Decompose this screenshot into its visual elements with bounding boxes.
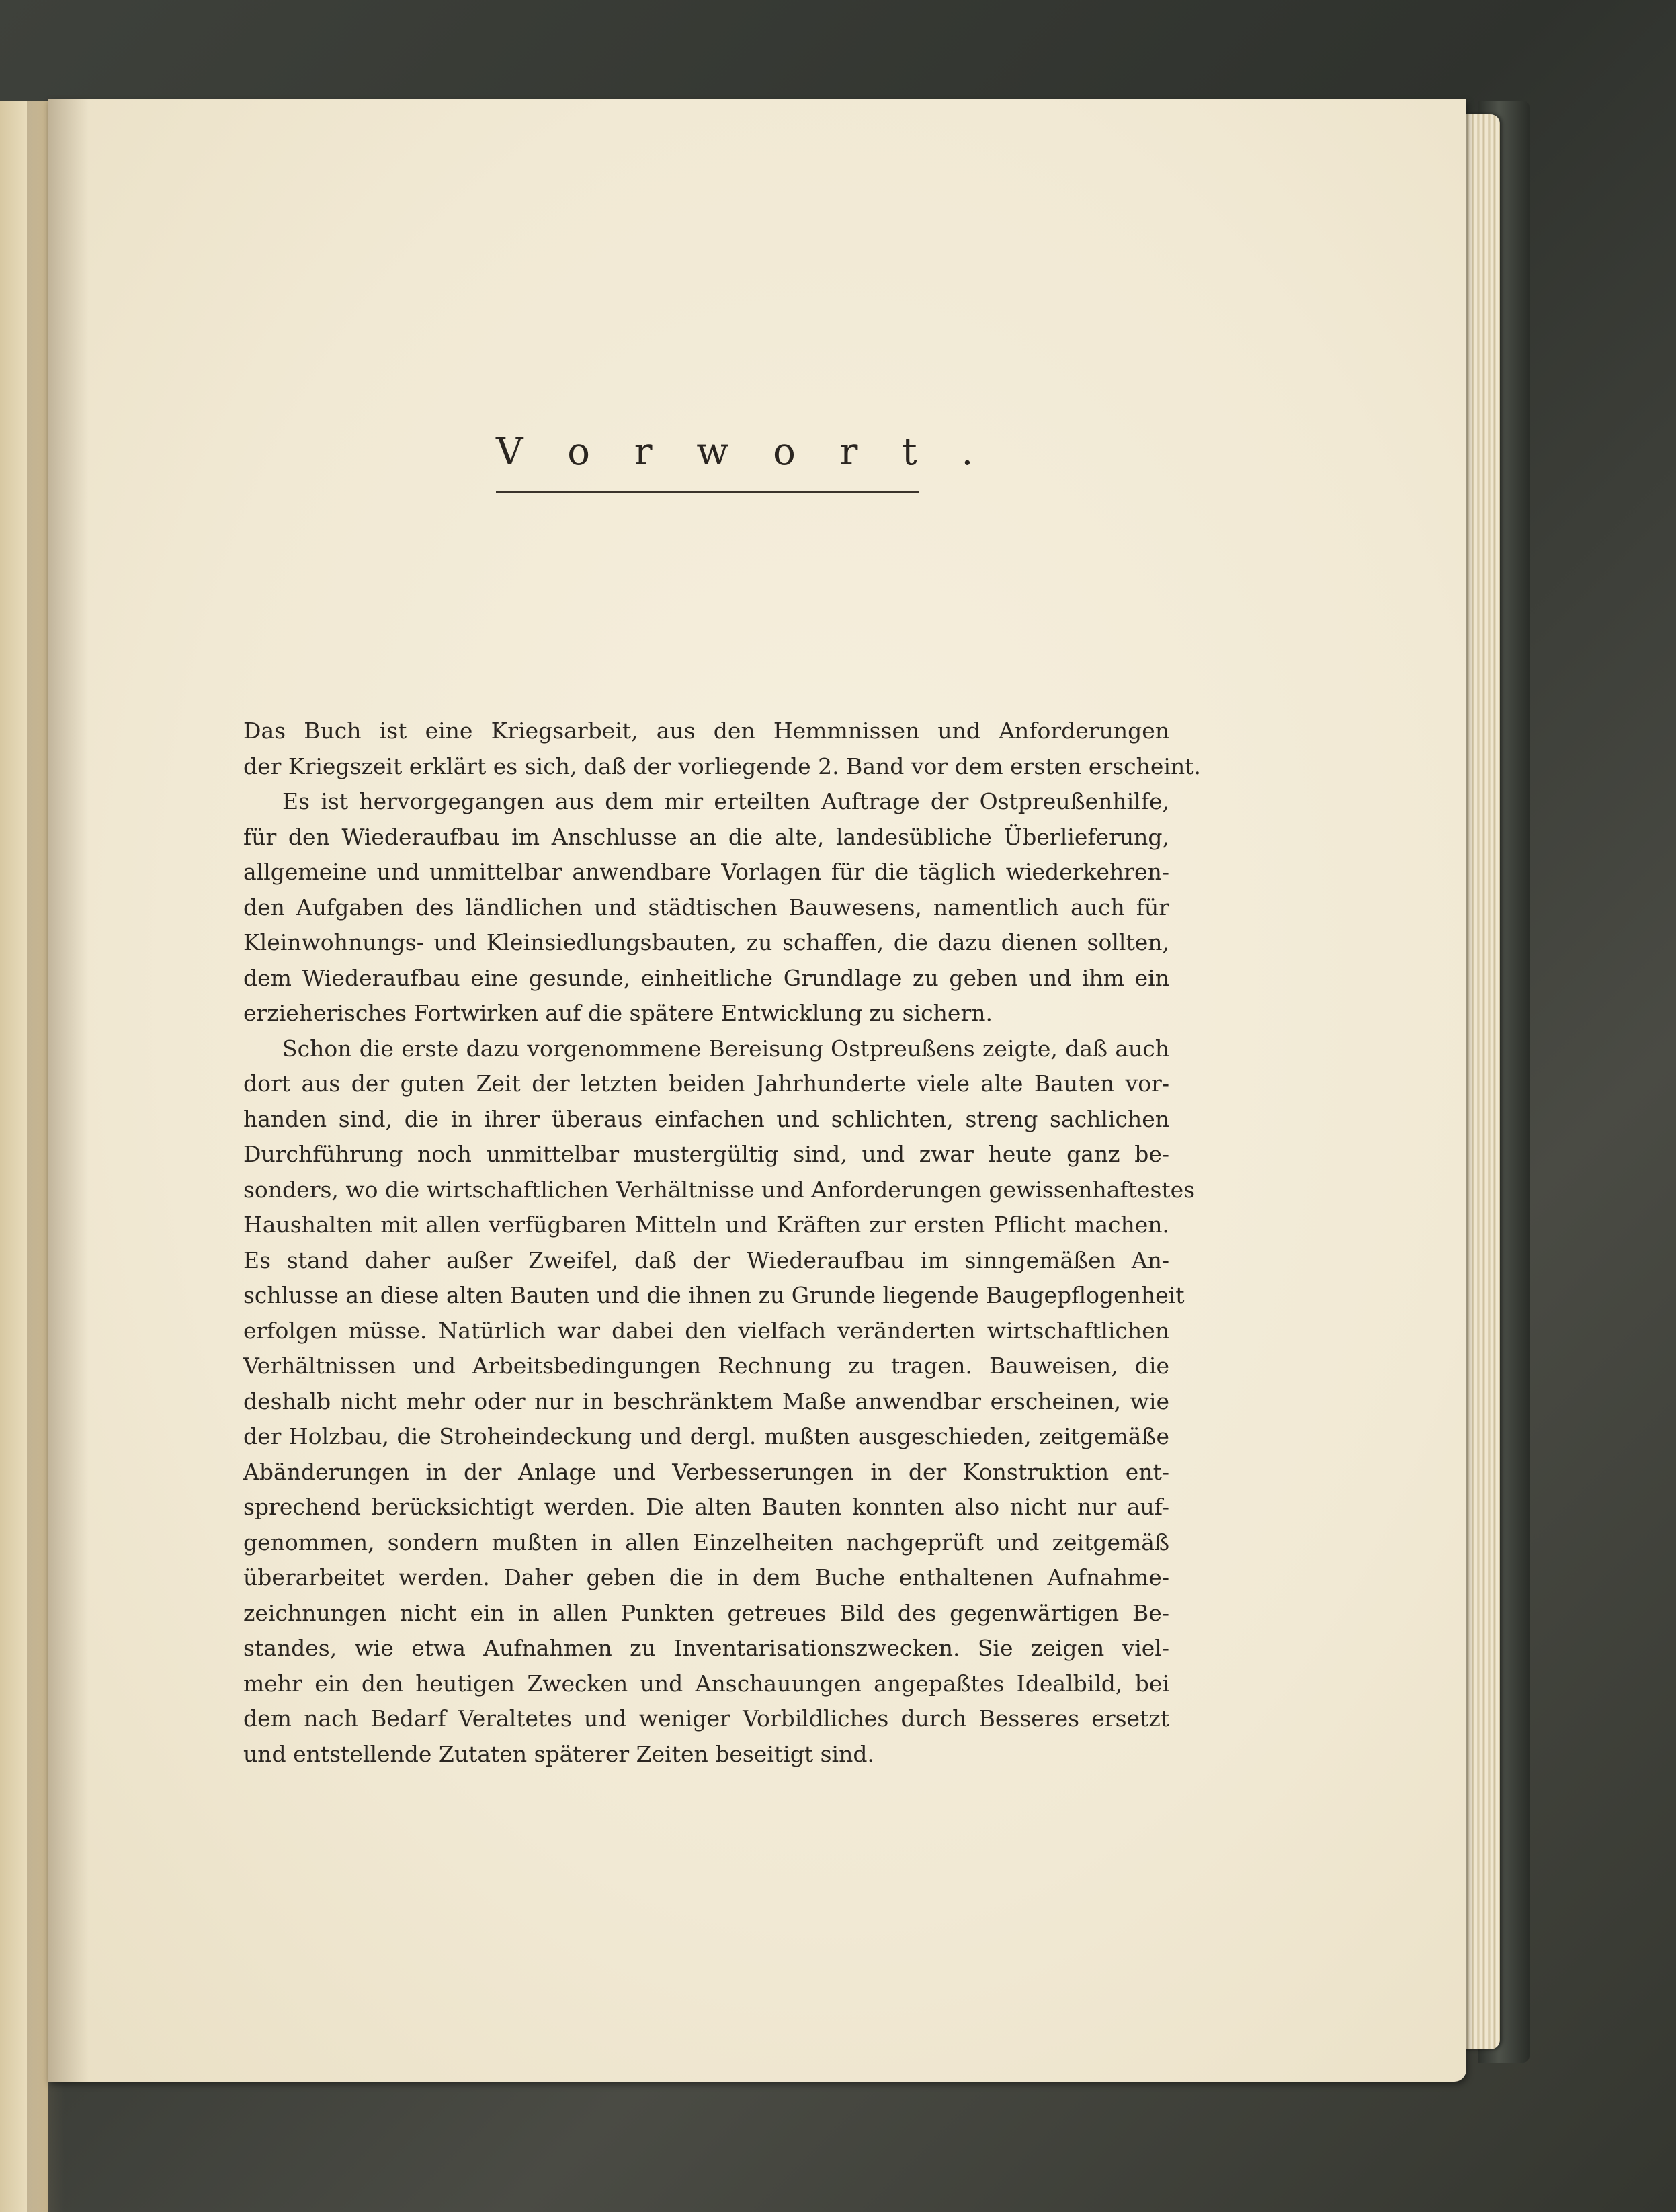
text-line: genommen, sondern mußten in allen Einzelheiten nachgeprüft und zeitgemäß (243, 1529, 1169, 1556)
text-line: erfolgen müsse. Natürlich war dabei den vielfach veränderten wirtschaftlichen (243, 1317, 1169, 1344)
paragraph (243, 784, 1169, 1031)
text-line: handen sind, die in ihrer überaus einfachen und schlichten, streng sachlichen (243, 1105, 1169, 1132)
text-line: überarbeitet werden. Daher geben die in dem Buche enthaltenen Aufnahme- (243, 1564, 1169, 1590)
text-line: für den Wiederaufbau im Anschlusse an die alte, landesübliche Überlieferung, (243, 823, 1169, 850)
body-text (243, 714, 1201, 1772)
paragraph (243, 1031, 1196, 1773)
text-line: erzieherisches Fortwirken auf die spätere Entwicklung zu sichern. (243, 1000, 993, 1026)
text-line: dem Wiederaufbau eine gesunde, einheitliche Grundlage zu geben und ihm ein (243, 964, 1169, 991)
title-underline (496, 491, 919, 493)
text-line: und entstellende Zutaten späterer Zeiten beseitigt sind. (243, 1740, 874, 1767)
text-line: Schon die erste dazu vorgenommene Bereisung Ostpreußens zeigte, daß auch (282, 1035, 1169, 1062)
text-line: allgemeine und unmittelbar anwendbare Vorlagen für die täglich wiederkehren- (243, 859, 1169, 885)
text-line: Es stand daher außer Zweifel, daß der Wiederaufbau im sinngemäßen An- (243, 1246, 1169, 1273)
text-line: standes, wie etwa Aufnahmen zu Inventarisationszwecken. Sie zeigen viel- (243, 1635, 1169, 1661)
page-title: V o r w o r t . (496, 430, 990, 474)
paragraph (243, 714, 1201, 784)
text-line: sonders, wo die wirtschaftlichen Verhältnisse und Anforderungen gewissenhaftestes (243, 1176, 1196, 1203)
text-line: mehr ein den heutigen Zwecken und Anschauungen angepaßtes Idealbild, bei (243, 1670, 1169, 1697)
text-line: Abänderungen in der Anlage und Verbesserungen in der Konstruktion ent- (243, 1458, 1169, 1485)
text-line: Es ist hervorgegangen aus dem mir erteilten Auftrage der Ostpreußenhilfe, (282, 788, 1169, 814)
text-line: zeichnungen nicht ein in allen Punkten getreues Bild des gegenwärtigen Be- (243, 1599, 1169, 1626)
text-line: dort aus der guten Zeit der letzten beiden Jahrhunderte viele alte Bauten vor- (243, 1070, 1169, 1097)
text-line: Haushalten mit allen verfügbaren Mitteln und Kräften zur ersten Pflicht machen. (243, 1211, 1169, 1238)
text-line: Das Buch ist eine Kriegsarbeit, aus den Hemmnissen und Anforderungen (243, 718, 1169, 744)
text-line: deshalb nicht mehr oder nur in beschränktem Maße anwendbar erscheinen, wie (243, 1388, 1169, 1414)
text-line: Durchführung noch unmittelbar mustergültig sind, und zwar heute ganz be- (243, 1141, 1169, 1167)
text-line: der Holzbau, die Stroheindeckung und dergl. mußten ausgeschieden, zeitgemäße (243, 1423, 1169, 1449)
text-line: sprechend berücksichtigt werden. Die alten Bauten konnten also nicht nur auf- (243, 1494, 1169, 1520)
text-line: der Kriegszeit erklärt es sich, daß der vorliegende 2. Band vor dem ersten erscheint. (243, 753, 1201, 779)
text-line: den Aufgaben des ländlichen und städtischen Bauwesens, namentlich auch für (243, 894, 1169, 921)
page-gutter-shadow (48, 99, 89, 2082)
text-line: dem nach Bedarf Veraltetes und weniger Vorbildliches durch Besseres ersetzt (243, 1705, 1169, 1732)
text-line: schlusse an diese alten Bauten und die ihnen zu Grunde liegende Baugepflogenheit (243, 1282, 1185, 1308)
text-line: Verhältnissen und Arbeitsbedingungen Rechnung zu tragen. Bauweisen, die (243, 1353, 1169, 1379)
text-line: Kleinwohnungs- und Kleinsiedlungsbauten, zu schaffen, die dazu dienen sollten, (243, 929, 1169, 955)
